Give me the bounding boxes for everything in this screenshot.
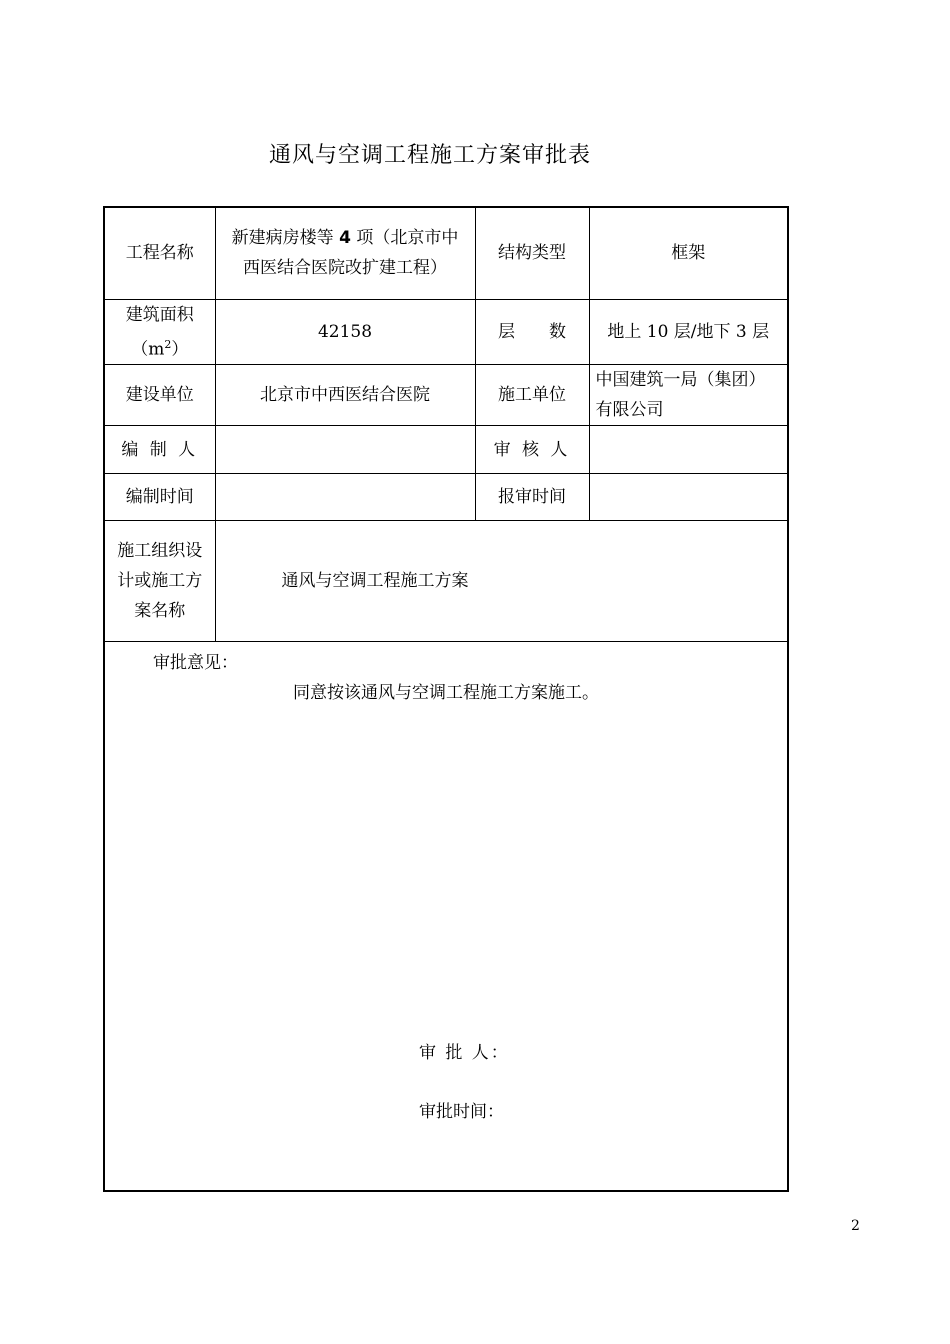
project-name-number: 4 bbox=[339, 228, 351, 249]
project-name-part2: 项（北京市中西医结合医院改扩建工程） bbox=[243, 228, 459, 279]
approval-opinion-cell bbox=[104, 642, 788, 1192]
submit-time-label: 报审时间 bbox=[475, 474, 589, 521]
structure-type-label: 结构类型 bbox=[475, 207, 589, 299]
reviewer-value bbox=[589, 426, 788, 474]
row-units bbox=[104, 365, 788, 426]
compiler-value bbox=[215, 426, 475, 474]
project-name-label: 工程名称 bbox=[104, 207, 215, 299]
floors-value: 地上 10 层/地下 3 层 bbox=[589, 299, 788, 365]
approval-opinion-label: 审批意见： bbox=[153, 653, 238, 674]
project-name-part1: 新建病房楼等 bbox=[231, 228, 334, 249]
area-value: 42158 bbox=[215, 299, 475, 365]
area-label-line1: 建筑面积 bbox=[125, 304, 194, 325]
project-name-value bbox=[215, 207, 475, 299]
floors-label: 层 数 bbox=[475, 299, 589, 365]
approval-opinion-text: 同意按该通风与空调工程施工方案施工。 bbox=[293, 683, 599, 704]
page-number: 2 bbox=[851, 1218, 860, 1234]
submit-time-value bbox=[589, 474, 788, 521]
contractor-label: 施工单位 bbox=[475, 365, 589, 426]
row-project-name bbox=[104, 207, 788, 299]
area-label-unit: $(m^2)$ bbox=[131, 337, 189, 360]
row-compiler bbox=[104, 426, 788, 474]
row-area bbox=[104, 299, 788, 365]
row-approval bbox=[104, 642, 788, 1192]
row-plan bbox=[104, 521, 788, 642]
plan-name-label: 施工组织设计或施工方案名称 bbox=[104, 521, 215, 642]
compile-time-value bbox=[215, 474, 475, 521]
owner-unit-value: 北京市中西医结合医院 bbox=[215, 365, 475, 426]
approver-label: 审 批 人： bbox=[419, 1043, 510, 1064]
approval-form-table bbox=[103, 206, 789, 1192]
structure-type-value: 框架 bbox=[589, 207, 788, 299]
compiler-label: 编 制 人 bbox=[104, 426, 215, 474]
document-title: 通风与空调工程施工方案审批表 bbox=[268, 143, 591, 168]
row-times bbox=[104, 474, 788, 521]
approval-time-label: 审批时间： bbox=[419, 1102, 504, 1123]
plan-name-value: 通风与空调工程施工方案 bbox=[215, 521, 788, 642]
compile-time-label: 编制时间 bbox=[104, 474, 215, 521]
contractor-value: 中国建筑一局（集团）有限公司 bbox=[589, 365, 788, 426]
reviewer-label: 审 核 人 bbox=[475, 426, 589, 474]
area-label bbox=[104, 299, 215, 365]
owner-unit-label: 建设单位 bbox=[104, 365, 215, 426]
